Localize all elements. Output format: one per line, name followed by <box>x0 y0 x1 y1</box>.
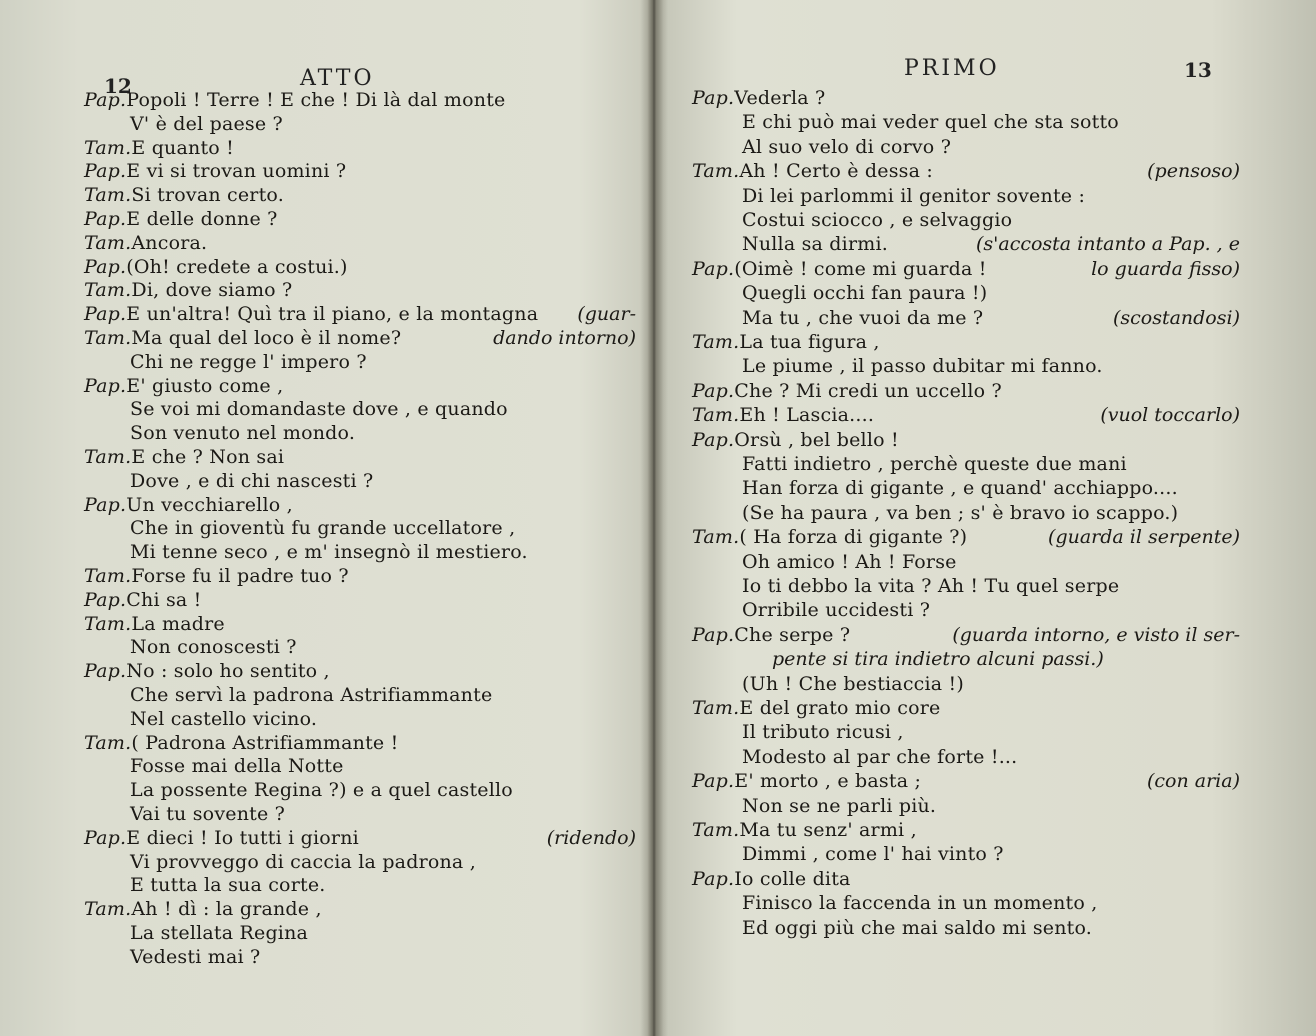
dialogue-line <box>742 184 1085 208</box>
dialogue-line <box>84 302 538 326</box>
line-text: Orsù , bel bello ! <box>734 428 899 451</box>
dialogue-line <box>84 659 330 683</box>
dialogue-line <box>84 183 284 207</box>
stage-direction: (guar- <box>577 303 636 326</box>
line-text: Oh amico ! Ah ! Forse <box>742 550 957 573</box>
dialogue-line <box>742 476 1178 500</box>
speaker-label: Tam. <box>84 279 132 302</box>
dialogue-line <box>692 525 967 549</box>
line-text: Ma qual del loco è il nome? <box>131 327 402 349</box>
line-text: (Uh ! Che bestiaccia !) <box>742 672 965 695</box>
dialogue-line <box>130 516 515 540</box>
dialogue-line <box>84 374 283 398</box>
dialogue-line <box>84 326 401 350</box>
right-page <box>652 0 1316 1036</box>
dialogue-line <box>692 330 880 354</box>
dialogue-line <box>130 112 283 136</box>
dialogue-line <box>84 88 505 112</box>
line-text: Vedesti mai ? <box>130 945 261 968</box>
speaker-label: Pap. <box>692 428 735 451</box>
line-text: E delle donne ? <box>126 208 278 230</box>
line-text: La tua figura , <box>739 331 880 353</box>
line-text: Son venuto nel mondo. <box>130 422 356 445</box>
line-text: Ancora. <box>131 231 208 254</box>
speaker-label: Pap. <box>84 89 127 111</box>
dialogue-line <box>130 397 508 421</box>
dialogue-line <box>692 769 921 793</box>
line-text: Nulla sa dirmi. <box>742 233 888 256</box>
line-text: Vai tu sovente ? <box>130 803 286 825</box>
line-text: Fatti indietro , perchè queste due mani <box>742 453 1127 475</box>
line-text: Un vecchiarello , <box>126 493 293 516</box>
line-text: Che in gioventù fu grande uccellatore , <box>130 517 516 540</box>
line-text: Vi provveggo di caccia la padrona , <box>130 850 476 873</box>
line-text: Ah ! Certo è dessa : <box>739 160 934 183</box>
speaker-label: Tam. <box>692 160 740 183</box>
line-text: Quegli occhi fan paura !) <box>742 282 988 305</box>
dialogue-line <box>742 208 1012 232</box>
line-text: Io colle dita <box>734 867 851 890</box>
speaker-label: Pap. <box>692 257 735 280</box>
dialogue-line <box>130 754 344 778</box>
line-text: E quanto ! <box>131 136 235 159</box>
dialogue-line <box>742 842 1004 866</box>
line-text: Si trovan certo. <box>131 184 284 207</box>
speaker-label: Pap. <box>84 588 127 611</box>
dialogue-line <box>692 379 1002 403</box>
dialogue-line <box>84 897 322 921</box>
line-text: E che ? Non sai <box>131 446 285 468</box>
line-text: V' è del paese ? <box>130 112 283 135</box>
dialogue-line <box>130 778 513 802</box>
speaker-label: Pap. <box>84 374 127 397</box>
line-text: Finisco la faccenda in un momento , <box>742 892 1098 915</box>
dialogue-line <box>742 281 987 305</box>
speaker-label: Tam. <box>84 231 132 254</box>
line-text: (Se ha paura , va ben ; s' è bravo io scappo.) <box>742 501 1179 524</box>
line-text: (Oh! credete a costui.) <box>126 255 348 278</box>
line-text: Il tributo ricusi , <box>742 721 904 744</box>
page-header: ATTO <box>300 66 375 91</box>
line-text: Le piume , il passo dubitar mi fanno. <box>742 355 1103 378</box>
speaker-label: Pap. <box>84 160 127 183</box>
dialogue-line <box>692 428 899 452</box>
dialogue-line <box>130 802 285 826</box>
speaker-label: Tam. <box>84 731 132 754</box>
line-text: E del grato mio core <box>739 697 941 719</box>
line-text: Ma tu senz' armi , <box>739 819 917 841</box>
stage-direction: (pensoso) <box>1147 160 1240 183</box>
speaker-label: Tam. <box>692 697 740 719</box>
line-text: Non se ne parli più. <box>742 794 937 817</box>
dialogue-line <box>130 635 297 659</box>
dialogue-line <box>84 278 292 302</box>
line-text: Di lei parlommi il genitor sovente : <box>742 184 1086 207</box>
line-text: Costui sciocco , e selvaggio <box>742 209 1013 231</box>
speaker-label: Pap. <box>84 303 127 326</box>
stage-direction: (scostandosi) <box>1112 306 1240 329</box>
line-text: Che serpe ? <box>734 623 851 646</box>
dialogue-line <box>742 501 1178 525</box>
line-text: La madre <box>131 612 225 635</box>
line-text: E vi si trovan uomini ? <box>126 160 347 183</box>
dialogue-line <box>84 255 348 279</box>
dialogue-line <box>130 945 260 969</box>
dialogue-line <box>130 683 492 707</box>
dialogue-line <box>130 873 326 897</box>
line-text: Dimmi , come l' hai vinto ? <box>742 843 1004 866</box>
dialogue-line <box>84 564 349 588</box>
line-text: Nel castello vicino. <box>130 707 318 730</box>
line-text: E' giusto come , <box>126 374 284 397</box>
line-text: Popoli ! Terre ! E che ! Di là dal monte <box>126 89 506 111</box>
speaker-label: Tam. <box>692 819 740 841</box>
line-text: Eh ! Lascia.... <box>739 404 875 427</box>
dialogue-line <box>84 445 284 469</box>
stage-direction: pente si tira indietro alcuni passi.) <box>772 648 1104 671</box>
speaker-label: Pap. <box>84 208 127 230</box>
speaker-label: Tam. <box>84 565 132 587</box>
stage-direction: (vuol toccarlo) <box>1100 404 1240 427</box>
dialogue-line <box>742 110 1119 134</box>
page-number: 12 <box>104 74 132 98</box>
speaker-label: Tam. <box>84 136 132 159</box>
line-text: Vederla ? <box>734 87 826 109</box>
speaker-label: Pap. <box>692 770 735 793</box>
dialogue-line <box>130 707 317 731</box>
dialogue-line <box>84 588 202 612</box>
dialogue-line <box>692 696 941 720</box>
line-text: La stellata Regina <box>130 922 309 944</box>
stage-direction: lo guarda fisso) <box>1091 257 1240 280</box>
line-text: Non conoscesti ? <box>130 636 297 659</box>
dialogue-line <box>742 745 1017 769</box>
speaker-label: Tam. <box>692 526 740 549</box>
speaker-label: Tam. <box>692 404 740 427</box>
dialogue-line <box>742 720 904 744</box>
stage-direction: (ridendo) <box>546 826 636 849</box>
dialogue-line <box>742 891 1098 915</box>
stage-direction: (con aria) <box>1147 770 1240 793</box>
line-text: Chi ne regge l' impero ? <box>130 350 367 373</box>
line-text: Se voi mi domandaste dove , e quando <box>130 398 508 421</box>
dialogue-line <box>742 794 936 818</box>
line-text: E tutta la sua corte. <box>130 874 326 897</box>
line-text: E un'altra! Quì tra il piano, e la montagna <box>126 303 539 326</box>
dialogue-line <box>742 135 951 159</box>
speaker-label: Tam. <box>84 184 132 207</box>
stage-direction: (s'accosta intanto a Pap. , e <box>975 233 1240 256</box>
line-text: Di, dove siamo ? <box>131 279 293 302</box>
dialogue-line <box>742 672 964 696</box>
stage-direction: (guarda il serpente) <box>1048 526 1240 549</box>
line-text: E' morto , e basta ; <box>734 770 922 793</box>
stage-direction: dando intorno) <box>493 327 636 349</box>
dialogue-line <box>742 354 1103 378</box>
dialogue-line <box>130 421 355 445</box>
line-text: ( Padrona Astrifiammante ! <box>131 731 399 754</box>
line-text: Ah ! dì : la grande , <box>131 898 322 921</box>
line-text: Io ti debbo la vita ? Ah ! Tu quel serpe <box>742 575 1120 597</box>
line-text: Mi tenne seco , e m' insegnò il mestiero. <box>130 541 528 564</box>
dialogue-line <box>84 207 278 231</box>
dialogue-line <box>692 403 874 427</box>
line-text: Forse fu il padre tuo ? <box>131 565 349 587</box>
speaker-label: Pap. <box>84 255 127 278</box>
dialogue-line <box>84 231 207 255</box>
line-text: Ma tu , che vuoi da me ? <box>742 306 984 329</box>
dialogue-line <box>130 540 528 564</box>
dialogue-line <box>84 136 234 160</box>
line-text: Dove , e di chi nascesti ? <box>130 469 374 492</box>
line-text: Al suo velo di corvo ? <box>742 135 952 158</box>
dialogue-line <box>742 916 1092 940</box>
dialogue-line <box>84 612 225 636</box>
line-text: E dieci ! Io tutti i giorni <box>126 826 359 849</box>
dialogue-line <box>84 731 398 755</box>
speaker-label: Tam. <box>84 327 132 349</box>
line-text: La possente Regina ?) e a quel castello <box>130 779 513 802</box>
dialogue-line <box>742 452 1127 476</box>
speaker-label: Pap. <box>692 867 735 890</box>
line-text: Fosse mai della Notte <box>130 755 344 778</box>
dialogue-line <box>84 159 346 183</box>
speaker-label: Pap. <box>692 379 735 402</box>
line-text: Han forza di gigante , e quand' acchiappo.... <box>742 477 1178 500</box>
speaker-label: Pap. <box>692 87 735 109</box>
dialogue-line <box>692 818 917 842</box>
speaker-label: Pap. <box>84 826 127 849</box>
speaker-label: Tam. <box>84 898 132 921</box>
line-text: (Oimè ! come mi guarda ! <box>734 257 987 280</box>
speaker-label: Pap. <box>692 623 735 646</box>
speaker-label: Pap. <box>84 493 127 516</box>
dialogue-line <box>742 574 1119 598</box>
dialogue-line <box>742 232 888 256</box>
dialogue-line <box>84 826 359 850</box>
dialogue-line <box>742 598 930 622</box>
stage-direction: (guarda intorno, e visto il ser- <box>952 623 1240 646</box>
speaker-label: Tam. <box>84 446 132 468</box>
line-text: Che servì la padrona Astrifiammante <box>130 684 493 706</box>
line-text: Ed oggi più che mai saldo mi sento. <box>742 916 1093 939</box>
dialogue-line <box>130 350 367 374</box>
page-header: PRIMO <box>904 56 1000 81</box>
speaker-label: Tam. <box>84 612 132 635</box>
line-text: E chi può mai veder quel che sta sotto <box>742 111 1119 134</box>
left-page <box>0 0 650 1036</box>
speaker-label: Tam. <box>692 331 740 353</box>
line-text: Che ? Mi credi un uccello ? <box>734 379 1002 402</box>
line-text: Orribile uccidesti ? <box>742 599 931 622</box>
dialogue-line <box>692 86 825 110</box>
dialogue-line <box>130 921 308 945</box>
dialogue-line <box>742 550 957 574</box>
dialogue-line <box>84 493 293 517</box>
dialogue-line <box>742 306 983 330</box>
dialogue-line <box>130 850 476 874</box>
line-text: No : solo ho sentito , <box>126 660 330 683</box>
dialogue-line <box>692 159 933 183</box>
line-text: Chi sa ! <box>126 588 202 611</box>
speaker-label: Pap. <box>84 660 127 683</box>
line-text: Modesto al par che forte !... <box>742 745 1018 768</box>
line-text: ( Ha forza di gigante ?) <box>739 526 968 549</box>
dialogue-line <box>130 469 373 493</box>
dialogue-line <box>692 623 850 647</box>
dialogue-line <box>692 257 987 281</box>
page-number: 13 <box>1184 58 1212 82</box>
dialogue-line <box>692 867 851 891</box>
